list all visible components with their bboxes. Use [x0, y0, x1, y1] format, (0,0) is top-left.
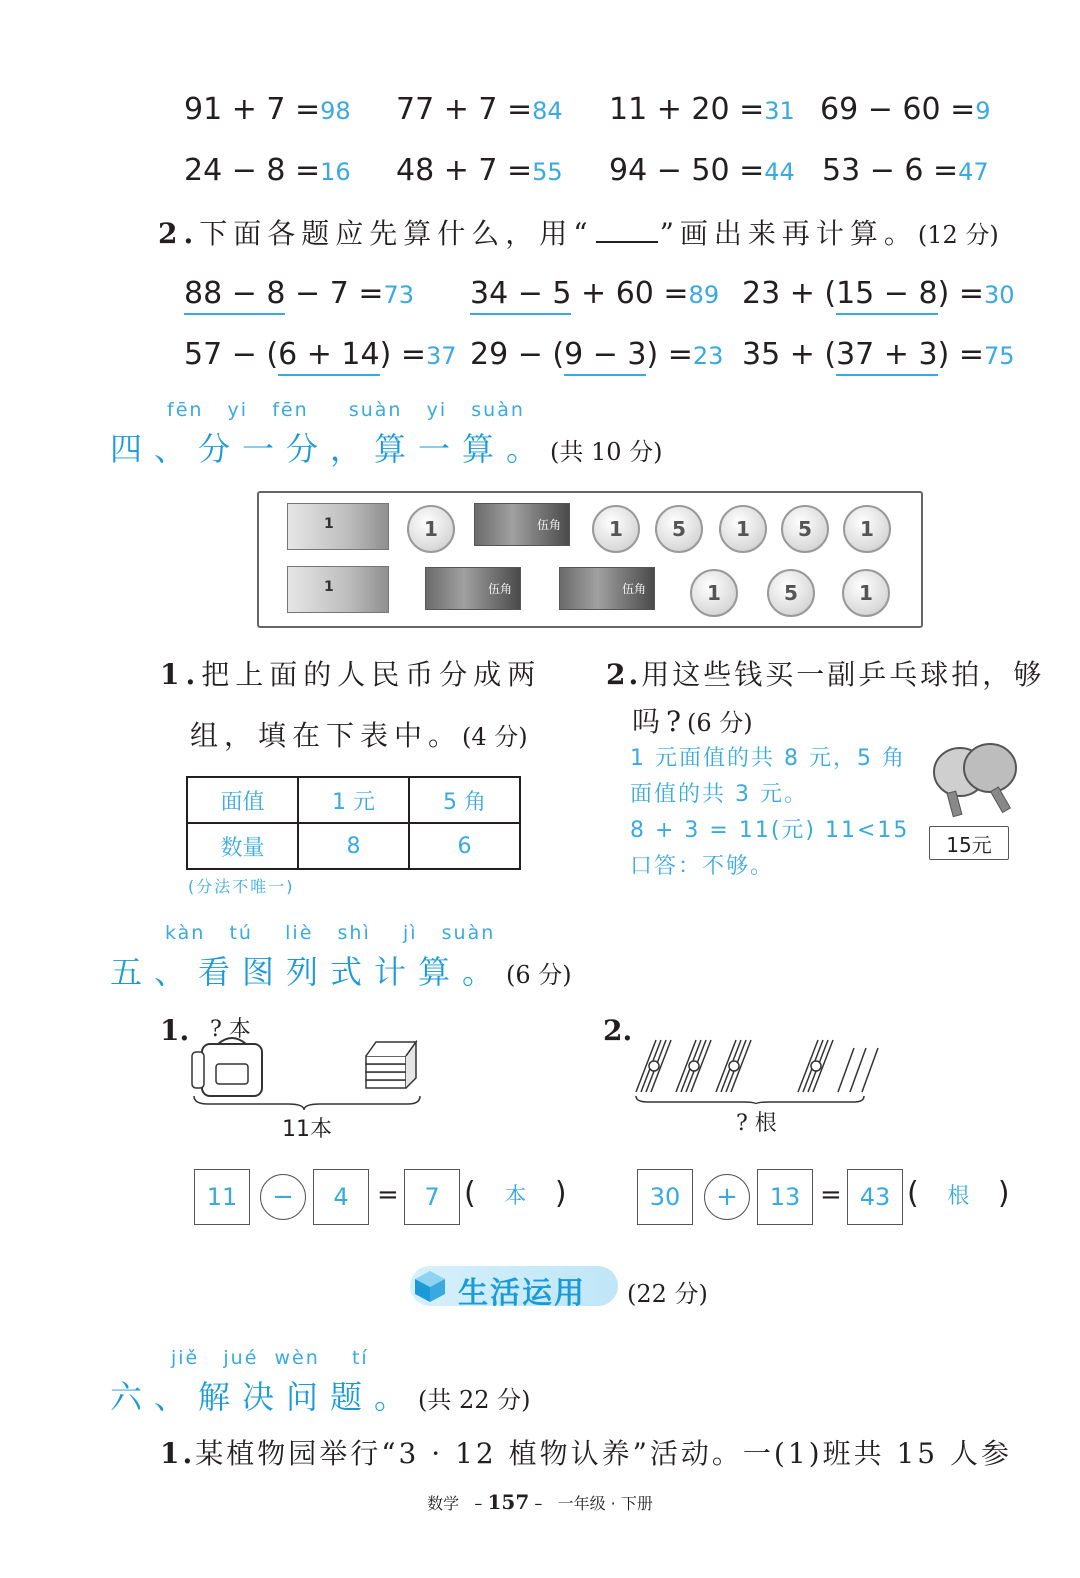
pinyin-row: jiě jué wèn tí	[171, 1347, 369, 1369]
coin: 1	[843, 505, 891, 553]
coin: 1	[592, 505, 640, 553]
stick-bundle-icon	[636, 1040, 878, 1092]
badge-title: 生活运用	[458, 1276, 586, 1311]
section-title: 六、解决问题。(共 22 分)	[110, 1378, 531, 1416]
equation: 48 + 7 =55	[396, 153, 563, 188]
question-number: 1.	[160, 1014, 190, 1047]
equation: 77 + 7 =84	[396, 92, 563, 127]
answer: 75	[983, 342, 1015, 370]
price-tag: 15元	[929, 826, 1009, 860]
answer: 44	[764, 158, 795, 186]
equation: 11 + 20 =31	[609, 92, 795, 127]
answer-box[interactable]: 4	[313, 1169, 369, 1225]
question-2-cont: 吗?(6 分)	[632, 705, 753, 738]
equation: 35 + (37 + 3) =75	[742, 337, 1015, 374]
operator-circle[interactable]: −	[260, 1174, 306, 1220]
coin: 1	[842, 569, 890, 617]
section-title: 五、看图列式计算。(6 分)	[110, 953, 572, 991]
equation: 69 − 60 =9	[820, 92, 991, 127]
answer-box[interactable]: 11	[194, 1169, 250, 1225]
schoolbag-icon	[192, 1038, 262, 1096]
one-yuan-note: 1	[287, 566, 389, 613]
answer-block: 1 元面值的共 8 元，5 角 面值的共 3 元。 8 + 3 = 11(元) 11<15 口答：不够。	[630, 746, 910, 879]
coin: 5	[655, 505, 703, 553]
five-jiao-note: 伍角	[425, 567, 521, 610]
answer: 23	[692, 342, 724, 370]
value-table	[186, 776, 521, 870]
book-stack-icon	[366, 1042, 416, 1088]
bag-and-books-drawing	[188, 1034, 428, 1110]
question-label: ? 本	[210, 1017, 251, 1042]
answer-box[interactable]: 13	[757, 1169, 813, 1225]
coin: 1	[690, 569, 738, 617]
equation: 94 − 50 =44	[609, 153, 795, 188]
question-number: 2.	[603, 1014, 633, 1047]
answer-box[interactable]: 43	[847, 1169, 903, 1225]
coin: 5	[767, 569, 815, 617]
pinyin-row: fēn yi fēn suàn yi suàn	[167, 399, 525, 421]
section-title: 四、分一分，算一算。(共 10 分)	[110, 430, 663, 468]
question-2: 2.用这些钱买一副乒乓球拍，够	[606, 658, 1045, 691]
money-panel	[257, 491, 923, 628]
answer-box[interactable]: 30	[637, 1169, 693, 1225]
answer: 55	[532, 158, 563, 186]
answer: 84	[532, 97, 563, 125]
unit-paren: ( 根 )	[907, 1176, 1010, 1211]
equals-sign: =	[377, 1180, 399, 1210]
equation: 23 + (15 − 8) =30	[742, 276, 1015, 313]
table-cell: 面值	[187, 777, 298, 823]
equation: 24 − 8 =16	[184, 153, 351, 188]
answer: 30	[983, 281, 1015, 309]
question-label: ? 根	[736, 1111, 777, 1136]
answer: 73	[383, 281, 414, 309]
answer: 98	[320, 97, 351, 125]
one-yuan-note: 1	[287, 503, 389, 550]
cube-icon	[412, 1268, 448, 1304]
question-2: 2.下面各题应先算什么，用“ ”画出来再计算。(12 分)	[158, 217, 999, 250]
points: (22 分)	[627, 1280, 708, 1308]
coin: 1	[407, 505, 455, 553]
table-cell: 数量	[187, 823, 298, 869]
question-1-cont: 组，填在下表中。(4 分)	[190, 719, 528, 752]
answer: 47	[958, 158, 989, 186]
unit-paren: ( 本 )	[464, 1176, 567, 1211]
pinyin-row: kàn tú liè shì jì suàn	[165, 922, 496, 944]
table-note: (分法不唯一)	[188, 877, 295, 896]
equation: 29 − (9 − 3) =23	[470, 337, 723, 374]
section-badge	[410, 1266, 618, 1311]
ping-pong-paddles-icon	[920, 740, 1020, 820]
answer-box[interactable]: 7	[404, 1169, 460, 1225]
equation: 91 + 7 =98	[184, 92, 351, 127]
equation: 88 − 8 − 7 =73	[184, 276, 414, 313]
equation: 34 − 5 + 60 =89	[470, 276, 719, 313]
five-jiao-note: 伍角	[474, 503, 570, 546]
table-cell: 6	[409, 823, 520, 869]
operator-circle[interactable]: +	[704, 1174, 750, 1220]
table-cell: 5 角	[409, 777, 520, 823]
answer: 9	[975, 97, 991, 125]
equation: 57 − (6 + 14) =37	[184, 337, 457, 374]
equals-sign: =	[820, 1180, 842, 1210]
coin: 5	[781, 505, 829, 553]
answer: 89	[688, 281, 720, 309]
question-1: 1.把上面的人民币分成两	[160, 658, 542, 691]
total-label: 11本	[282, 1117, 332, 1142]
five-jiao-note: 伍角	[559, 567, 655, 610]
table-cell: 8	[298, 823, 409, 869]
coin: 1	[719, 505, 767, 553]
answer: 31	[764, 97, 795, 125]
sticks-bundles-drawing	[632, 1036, 892, 1104]
equation: 53 − 6 =47	[822, 153, 989, 188]
page-footer: 数学 – 157 – 一年级 · 下册	[427, 1490, 653, 1514]
underline-sample	[596, 241, 658, 243]
table-cell: 1 元	[298, 777, 409, 823]
answer: 37	[425, 342, 457, 370]
question-1: 1.某植物园举行“3 · 12 植物认养”活动。一(1)班共 15 人参	[160, 1437, 1013, 1470]
answer: 16	[320, 158, 351, 186]
